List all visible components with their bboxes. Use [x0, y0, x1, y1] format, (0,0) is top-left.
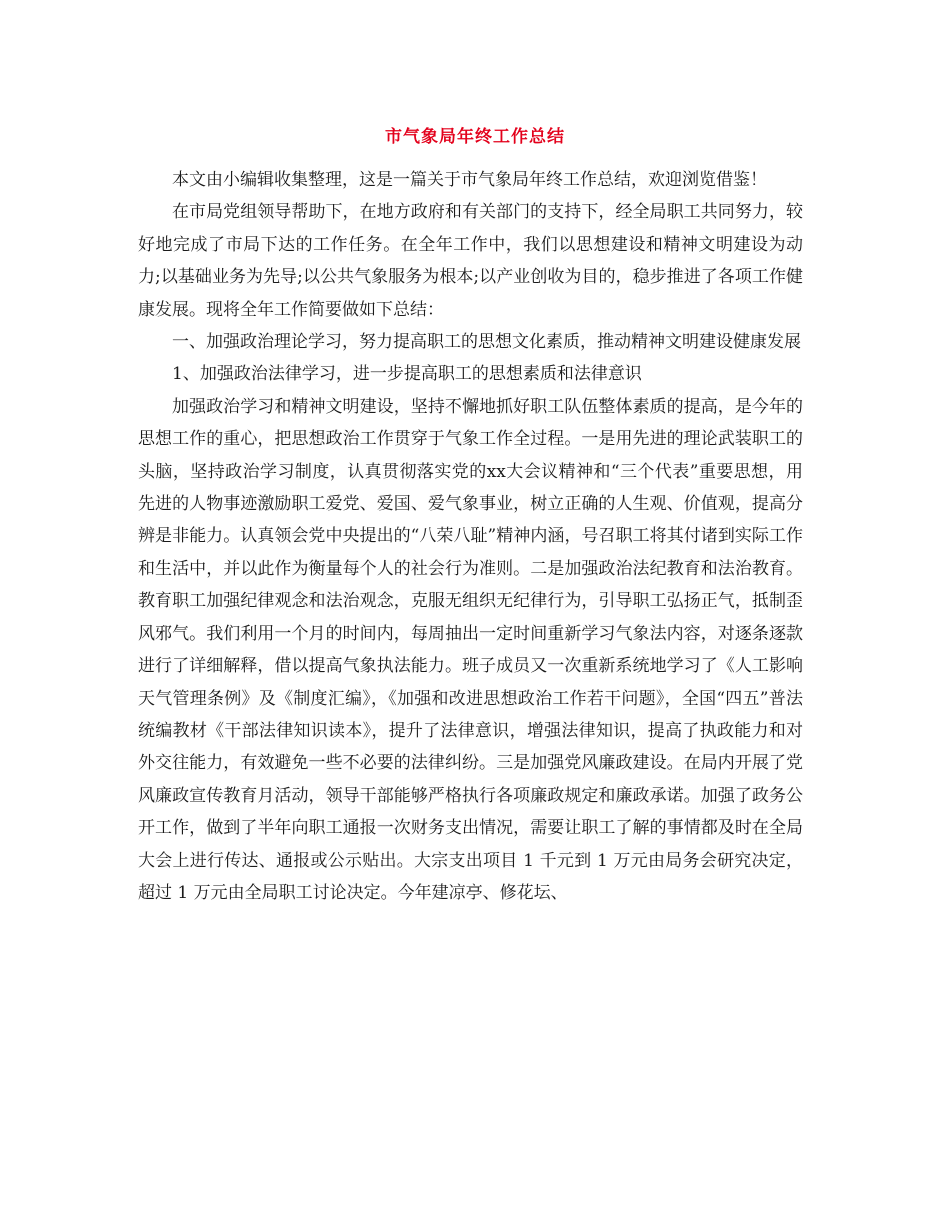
subsection-heading-1: 1、加强政治法律学习，进一步提高职工的思想素质和法律意识: [172, 364, 642, 385]
paragraph-overview: 在市局党组领导帮助下，在地方政府和有关部门的支持下，经全局职工共同努力，较好地完成了市局下达的工作任务。在全年工作中，我们以思想建设和精神文明建设为动力;以基础业务为先导;以公共气象服务为根本;以产业创收为目的，稳步推进了各项工作健康发展。现将全年工作简要做如下总结：: [138, 202, 803, 320]
paragraph-detail: 加强政治学习和精神文明建设，坚持不懈地抓好职工队伍整体素质的提高，是今年的思想工作的重心，把思想政治工作贯穿于气象工作全过程。一是用先进的理论武装职工的头脑，坚持政治学习制度，认真贯彻落实党的xx大会议精神和“三个代表”重要思想，用先进的人物事迹激励职工爱党、爱国、爱气象事业，树立正确的人生观、价值观，提高分辨是非能力。认真领会党中央提出的“八荣八耻”精神内涵，号召职工将其付诸到实际工作和生活中，并以此作为衡量每个人的社会行为准则。二是加强政治法纪教育和法治教育。教育职工加强纪律观念和法治观念，克服无组织无纪律行为，引导职工弘扬正气，抵制歪风邪气。我们利用一个月的时间内，每周抽出一定时间重新学习气象法内容，对逐条逐款进行了详细解释，借以提高气象执法能力。班子成员又一次重新系统地学习了《人工影响天气管理条例》及《制度汇编》，《加强和改进思想政治工作若干问题》，全国“四五”普法统编教材《干部法律知识读本》，提升了法律意识，增强法律知识，提高了执政能力和对外交往能力，有效避免一些不必要的法律纠纷。三是加强党风廉政建设。在局内开展了党风廉政宣传教育月活动，领导干部能够严格执行各项廉政规定和廉政承诺。加强了政务公开工作，做到了半年向职工通报一次财务支出情况，需要让职工了解的事情都及时在全局大会上进行传达、通报或公示贴出。大宗支出项目 1 千元到 1 万元由局务会研究决定，超过 1 万元由全局职工讨论决定。今年建凉亭、修花坛、: [138, 396, 803, 903]
section-heading-1: 一、加强政治理论学习，努力提高职工的思想文化素质，推动精神文明建设健康发展: [172, 332, 801, 353]
document-body: [138, 160, 803, 909]
paragraph-intro: 本文由小编辑收集整理，这是一篇关于市气象局年终工作总结，欢迎浏览借鉴！: [172, 170, 767, 190]
document-title: 市气象局年终工作总结: [385, 127, 565, 147]
